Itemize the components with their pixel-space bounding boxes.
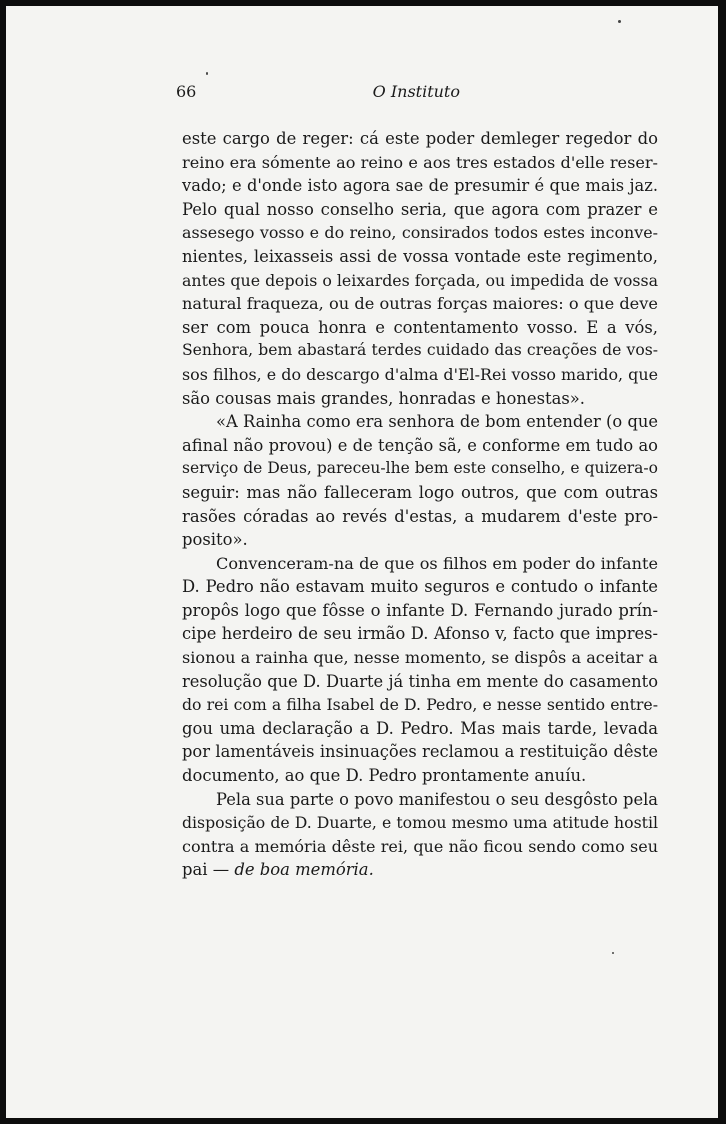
text-line: Convenceram-na de que os filhos em poder do infante: [216, 553, 658, 573]
book-page: [6, 6, 718, 1118]
scan-speck: [206, 72, 208, 75]
text-line: antes que depois o leixardes forçada, ou impedida de vossa: [182, 270, 658, 290]
text-line: contra a memória dêste rei, que não ficou sendo como seu: [182, 836, 658, 856]
text-line: cipe herdeiro de seu irmão D. Afonso v, facto que impres-: [182, 624, 658, 644]
text-line: Senhora, bem abastará terdes cuidado das creações de vos-: [182, 341, 658, 360]
text-line: este cargo de reger: cá este poder demleger regedor do: [182, 129, 658, 148]
text-line: vado; e d'onde isto agora sae de presumir é que mais jaz.: [182, 176, 658, 196]
text-line: do rei com a filha Isabel de D. Pedro, e nesse sentido entre-: [182, 695, 658, 715]
text-line: rasões córadas ao revés d'estas, a mudarem d'este pro-: [182, 506, 658, 526]
final-line-italic: de boa memória.: [234, 860, 374, 880]
text-line: serviço de Deus, pareceu-lhe bem este conselho, e quizera-o: [182, 459, 658, 478]
scan-speck: [618, 20, 621, 23]
text-line: reino era sómente ao reino e aos tres estados d'elle reser-: [182, 152, 658, 172]
text-line: Pela sua parte o povo manifestou o seu desgôsto pela: [216, 789, 658, 809]
final-line: [182, 858, 658, 882]
text-line: «A Rainha como era senhora de bom entender (o que: [216, 412, 658, 432]
text-line: D. Pedro não estavam muito seguros e contudo o infante: [182, 577, 658, 597]
text-line: natural fraqueza, ou de outras forças maiores: o que deve: [182, 294, 658, 314]
text-line: nientes, leixasseis assi de vossa vontade este regimento,: [182, 246, 658, 266]
text-line: posito».: [182, 530, 248, 550]
final-line-prefix: pai —: [182, 860, 235, 880]
text-line: seguir: mas não falleceram logo outros, que com outras: [182, 482, 658, 502]
text-line: documento, ao que D. Pedro prontamente anuíu.: [182, 766, 587, 786]
page-number: 66: [176, 82, 197, 101]
body-text: [182, 127, 658, 882]
text-line: sionou a rainha que, nesse momento, se dispôs a aceitar a: [182, 648, 658, 668]
page-header: [176, 82, 460, 108]
text-line: propôs logo que fôsse o infante D. Fernando jurado prín-: [182, 600, 658, 620]
text-line: Pelo qual nosso conselho seria, que agora com prazer e: [182, 199, 658, 219]
text-line: são cousas mais grandes, honradas e honestas».: [182, 388, 586, 408]
text-line: gou uma declaração a D. Pedro. Mas mais tarde, levada: [182, 718, 658, 738]
text-line: afinal não provou) e de tenção sã, e conforme em tudo ao: [182, 435, 658, 455]
text-line: ser com pouca honra e contentamento vosso. E a vós,: [182, 317, 658, 337]
text-line: assesego vosso e do reino, consirados todos estes inconve-: [182, 223, 658, 243]
running-title: O Instituto: [372, 82, 460, 101]
text-line: resolução que D. Duarte já tinha em mente do casamento: [182, 671, 658, 691]
scan-speck: [612, 952, 614, 954]
text-line: disposição de D. Duarte, e tomou mesmo uma atitude hostil: [182, 813, 658, 833]
text-line: sos filhos, e do descargo d'alma d'El-Rei vosso marido, que: [182, 364, 658, 384]
text-line: por lamentáveis insinuações reclamou a restituição dêste: [182, 742, 658, 762]
